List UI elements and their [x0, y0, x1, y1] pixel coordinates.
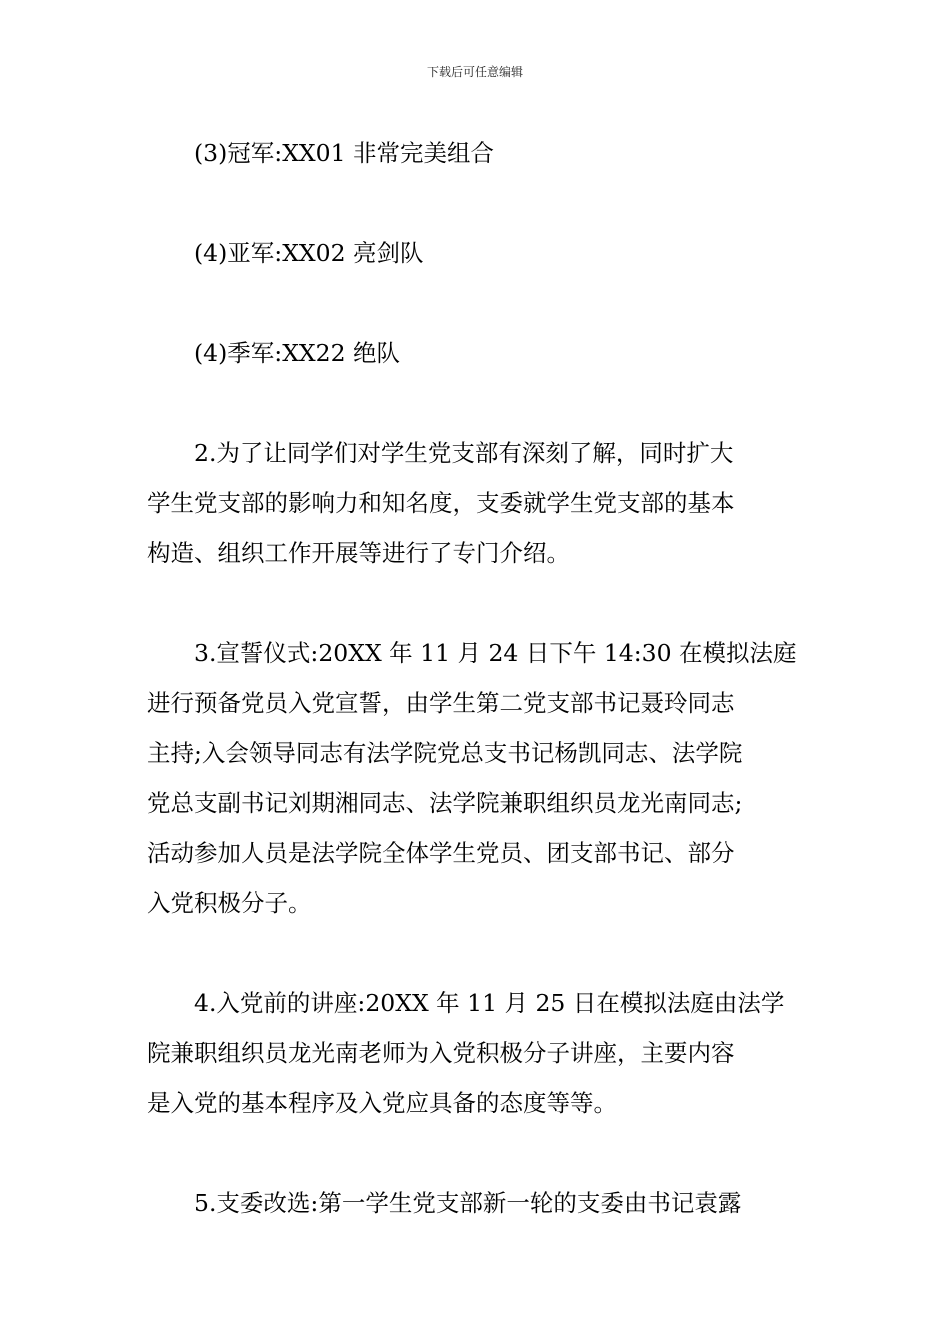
paragraph-line: 2.为了让同学们对学生党支部有深刻了解，同时扩大	[194, 439, 734, 467]
paragraph-item-5	[147, 1178, 807, 1228]
document-body	[147, 128, 807, 1228]
paragraph-line: 是入党的基本程序及入党应具备的态度等等。	[147, 1089, 617, 1117]
paragraph-line: (4)亚军:XX02 亮剑队	[194, 239, 424, 267]
paragraph-line: 学生党支部的影响力和知名度，支委就学生党支部的基本	[147, 489, 735, 517]
paragraph-line: 入党积极分子。	[147, 889, 312, 917]
paragraph-item-2	[147, 428, 807, 578]
paragraph-line: 5.支委改选:第一学生党支部新一轮的支委由书记袁露	[194, 1189, 742, 1217]
paragraph-line: 进行预备党员入党宣誓，由学生第二党支部书记聂玲同志	[147, 689, 735, 717]
paragraph-line: 4.入党前的讲座:20XX 年 11 月 25 日在模拟法庭由法学	[194, 989, 785, 1017]
paragraph-line: 院兼职组织员龙光南老师为入党积极分子讲座，主要内容	[147, 1039, 735, 1067]
page-header: 下载后可任意编辑	[426, 65, 523, 79]
paragraph-line: 党总支副书记刘期湘同志、法学院兼职组织员龙光南同志;	[147, 789, 743, 817]
paragraph-line: 构造、组织工作开展等进行了专门介绍。	[147, 539, 570, 567]
paragraph-item-3	[147, 628, 807, 928]
paragraph-line: 活动参加人员是法学院全体学生党员、团支部书记、部分	[147, 839, 735, 867]
paragraph-award-third-place	[147, 328, 807, 378]
paragraph-line: 主持;入会领导同志有法学院党总支书记杨凯同志、法学院	[147, 739, 743, 767]
paragraph-line: 3.宣誓仪式:20XX 年 11 月 24 日下午 14:30 在模拟法庭	[194, 639, 797, 667]
paragraph-award-champion	[147, 128, 807, 178]
paragraph-line: (3)冠军:XX01 非常完美组合	[194, 139, 495, 167]
paragraph-line: (4)季军:XX22 绝队	[194, 339, 401, 367]
paragraph-award-runner-up	[147, 228, 807, 278]
paragraph-item-4	[147, 978, 807, 1128]
